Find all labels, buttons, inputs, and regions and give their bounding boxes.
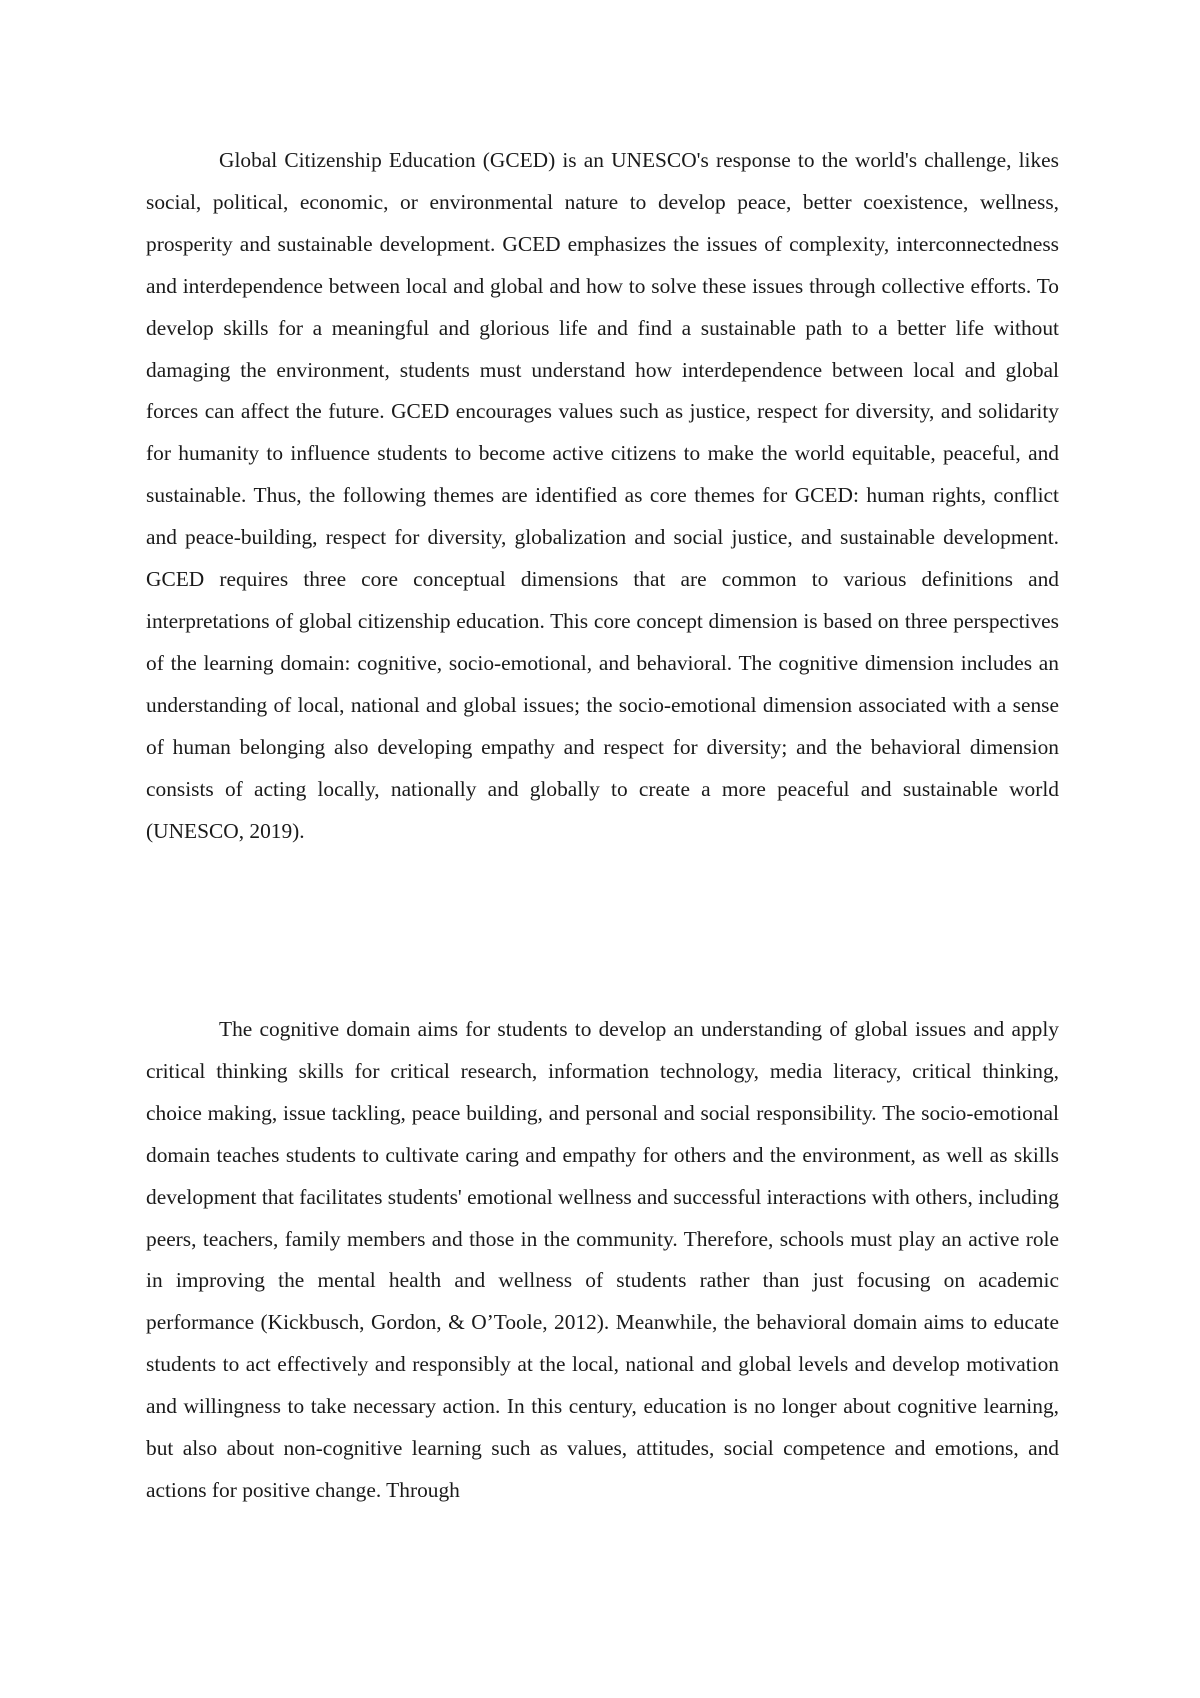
paragraph-gced-overview: Global Citizenship Education (GCED) is an UNESCO's response to the world's challenge, likes social, political, economic, or environmental nature to develop peace, better coexistence, wellness, prosperity and sustainable development. GCED emphasizes the issues of complexity, interconnectedness and interdependence between local and global and how to solve these issues through collective efforts. To develop skills for a meaningful and glorious life and find a sustainable path to a better life without damaging the environment, students must understand how interdependence between local and global forces can affect the future. GCED encourages values such as justice, respect for diversity, and solidarity for humanity to influence students to become active citizens to make the world equitable, peaceful, and sustainable. Thus, the following themes are identified as core themes for GCED: human rights, conflict and peace-building, respect for diversity, globalization and social justice, and sustainable development. GCED requires three core conceptual dimensions that are common to various definitions and interpretations of global citizenship education. This core concept dimension is based on three perspectives of the learning domain: cognitive, socio-emotional, and behavioral. The cognitive dimension includes an understanding of local, national and global issues; the socio-emotional dimension associated with a sense of human belonging also developing empathy and respect for diversity; and the behavioral dimension consists of acting locally, nationally and globally to create a more peaceful and sustainable world (UNESCO, 2019). (146, 148, 1059, 843)
paragraph-learning-domains: The cognitive domain aims for students to develop an understanding of global issues and apply critical thinking skills for critical research, information technology, media literacy, critical thinking, choice making, issue tackling, peace building, and personal and social responsibility. The socio-emotional domain teaches students to cultivate caring and empathy for others and the environment, as well as skills development that facilitates students' emotional wellness and successful interactions with others, including peers, teachers, family members and those in the community. Therefore, schools must play an active role in improving the mental health and wellness of students rather than just focusing on academic performance (Kickbusch, Gordon, & O’Toole, 2012). Meanwhile, the behavioral domain aims to educate students to act effectively and responsibly at the local, national and global levels and develop motivation and willingness to take necessary action. In this century, education is no longer about cognitive learning, but also about non-cognitive learning such as values, attitudes, social competence and emotions, and actions for positive change. Through (146, 1017, 1059, 1502)
body-column-1 (146, 140, 1059, 852)
body-column-2 (146, 1009, 1059, 1512)
